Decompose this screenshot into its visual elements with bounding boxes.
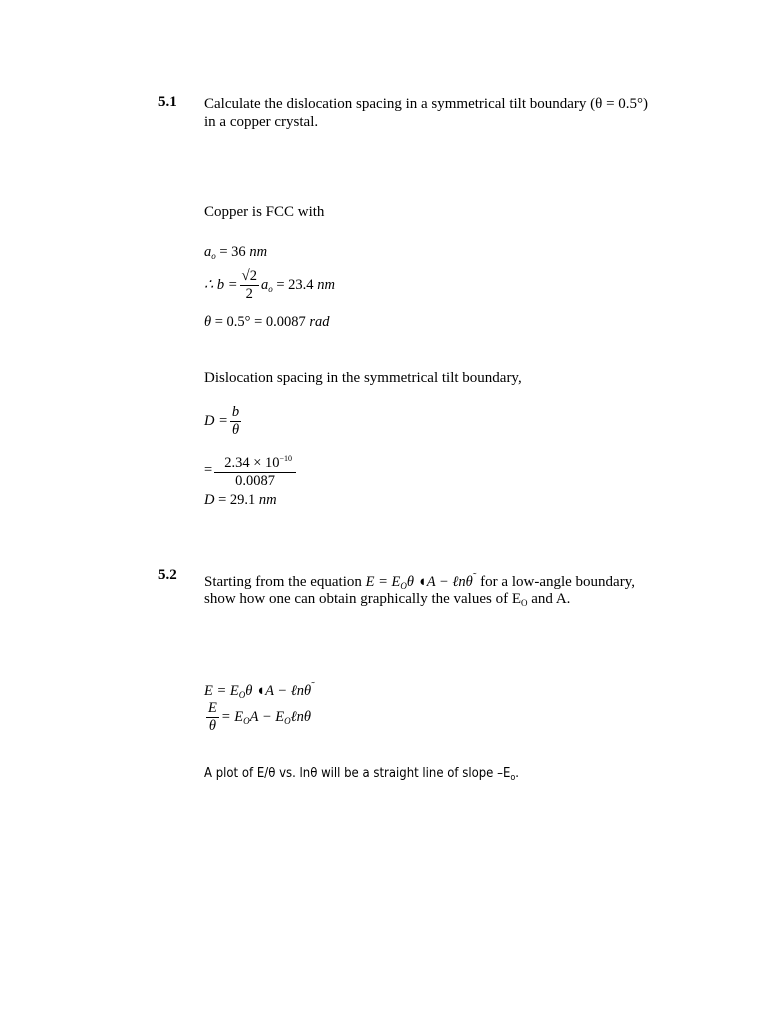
result-symbol: D <box>204 492 215 508</box>
burgers-lhs: ∴ b = <box>204 277 238 293</box>
line2-part1: show how one can obtain graphically the values of E <box>204 591 521 607</box>
eq2-numerator: E <box>208 700 217 716</box>
problem-5-1-statement-line2: in a copper crystal. <box>204 114 319 130</box>
eq1-part1: E = E <box>204 683 239 699</box>
equation-lattice-parameter <box>204 244 267 261</box>
fcc-statement: Copper is FCC with <box>204 204 325 220</box>
theta-symbol: θ <box>204 314 212 330</box>
eq2-rhs-part2: A − E <box>249 709 285 725</box>
result-value: = 29.1 <box>214 492 259 508</box>
conclusion-end: . <box>515 766 520 781</box>
theta-value: = 0.5° = 0.0087 <box>211 314 310 330</box>
result-unit: nm <box>258 492 277 508</box>
lattice-value: = 36 <box>215 244 250 260</box>
spacing-denominator: θ <box>231 422 240 438</box>
line1-eq-part1: E = E <box>365 574 401 590</box>
burgers-fraction: $\frac{√2}{2}$ <box>241 268 257 302</box>
spacing-intro: Dislocation spacing in the symmetrical tilt boundary, <box>204 370 522 386</box>
conclusion-text: A plot of E/θ vs. lnθ will be a straight line of slope –E <box>204 766 511 781</box>
eq1-part2: θ <box>245 683 256 699</box>
spacing-fraction <box>230 404 241 439</box>
problem-number-5-2: 5.2 <box>158 567 177 583</box>
problem-5-2-statement-line2 <box>204 589 570 614</box>
eq2-fraction <box>206 700 219 735</box>
eq2-rhs-part1: = E <box>220 709 244 725</box>
burgers-a-symbol: a <box>261 277 269 293</box>
sqrt-radicand: 2 <box>249 268 257 284</box>
line1-intro: Starting from the equation <box>204 574 366 590</box>
bracket-glyph-icon: ◖ <box>417 574 427 590</box>
line1-eq-part2: θ <box>406 574 418 590</box>
values-exponent: −10 <box>279 454 293 463</box>
equation-spacing-definition <box>204 404 243 439</box>
eq2-rhs-part3: ℓnθ <box>290 709 312 725</box>
bracket-glyph-icon: ◖ <box>256 683 266 699</box>
lattice-subscript: o <box>211 251 216 261</box>
line1-eq-subscript: O <box>400 581 407 591</box>
line1-equation <box>365 571 477 591</box>
burgers-a-subscript: o <box>268 284 273 294</box>
eq2-rhs-subscript2: O <box>284 716 291 726</box>
lattice-symbol: a <box>204 244 212 260</box>
burgers-denominator: 2 <box>245 286 253 302</box>
problem-number-5-1: 5.1 <box>158 94 177 110</box>
equation-theta <box>204 314 330 331</box>
lattice-unit: nm <box>249 244 268 260</box>
values-fraction <box>214 450 296 490</box>
equation-spacing-result <box>204 492 277 509</box>
burgers-unit: nm <box>317 277 335 293</box>
eq1-part3: A − ℓnθ <box>265 683 312 699</box>
line1-end: for a low-angle boundary, <box>476 574 635 590</box>
conclusion <box>204 766 519 783</box>
eq2-rhs-subscript1: O <box>243 716 250 726</box>
conclusion-subscript: o <box>510 773 516 783</box>
eq1-subscript: O <box>238 690 246 700</box>
line2-part2: and A. <box>527 591 571 607</box>
equation-linearized <box>204 700 311 735</box>
problem-5-1-statement-line1: Calculate the dislocation spacing in a symmetrical tilt boundary (θ = 0.5°) <box>204 96 649 112</box>
tilde-glyph-icon: ˜ <box>311 680 315 692</box>
line1-eq-part3: A − ℓnθ <box>426 574 473 590</box>
line2-subscript: O <box>521 598 528 608</box>
theta-unit: rad <box>309 314 330 330</box>
tilde-glyph-icon: ˜ <box>472 571 477 583</box>
spacing-lhs: D = <box>204 413 228 429</box>
burgers-value: = 23.4 <box>272 277 318 293</box>
equation-boundary-energy <box>204 680 315 700</box>
spacing-numerator: b <box>231 404 240 420</box>
values-numerator: 2.34 × 10 <box>224 455 280 471</box>
equation-burgers-vector <box>204 268 335 303</box>
values-denominator: 0.0087 <box>235 473 276 489</box>
eq2-denominator: θ <box>208 718 216 734</box>
values-equals: = <box>204 461 213 478</box>
equation-spacing-values <box>204 450 298 490</box>
